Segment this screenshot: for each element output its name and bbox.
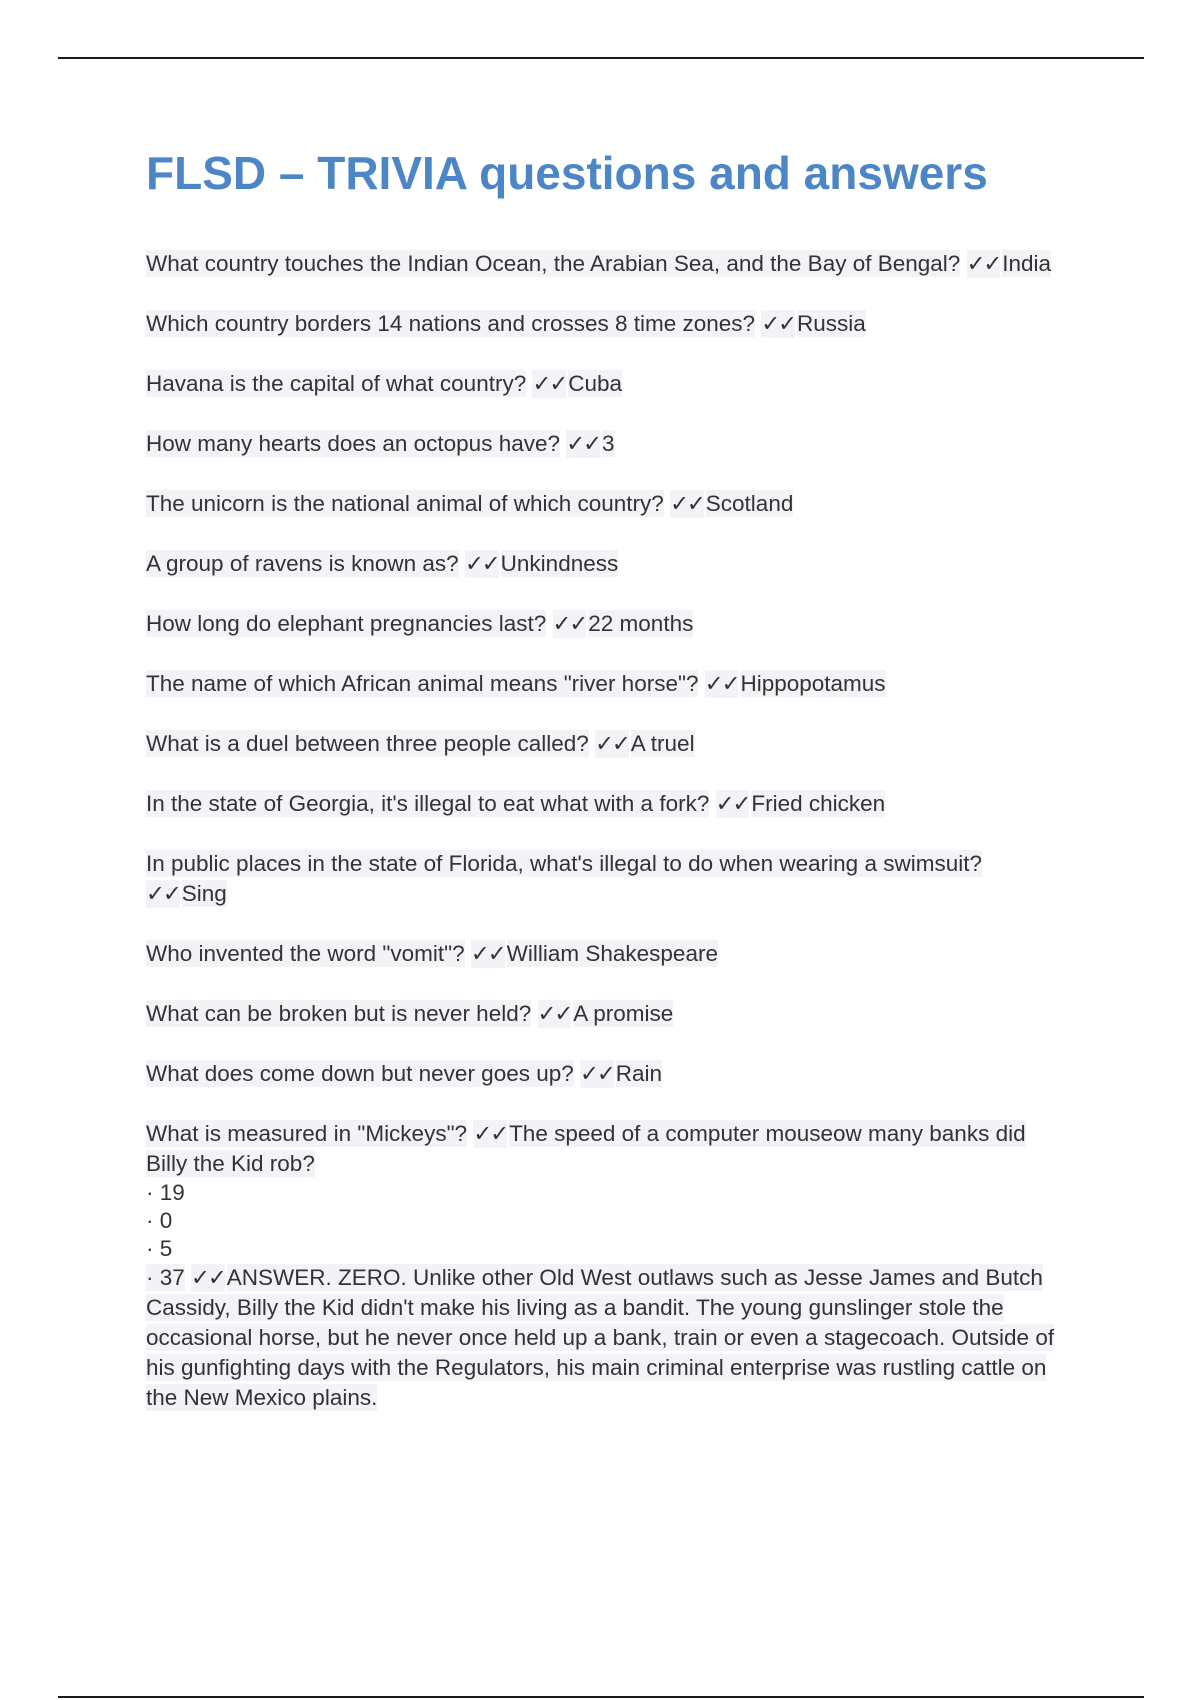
question-text: Havana is the capital of what country? [146,371,527,396]
qa-item [146,549,1066,579]
question-text: What can be broken but is never held? [146,1001,532,1026]
answer-text: Scotland [705,491,794,516]
double-check-icon: ✓✓ [580,1061,614,1087]
answer-text: 3 [601,431,615,456]
header-rule [58,57,1144,59]
qa-item [146,489,1066,519]
question-text: How many hearts does an octopus have? [146,431,560,456]
answer-text: Sing [181,881,227,906]
qa-list [146,249,1066,1089]
question-text: Which country borders 14 nations and crosses 8 time zones? [146,311,756,336]
answer-explanation: ANSWER. ZERO. Unlike other Old West outlaws such as Jesse James and Butch Cassidy, Billy the Kid didn't make his living as a bandit. The young gunslinger stole the occasional horse, but he never once held up a bank, train or even a stagecoach. Outside of his gunfighting days with the Regulators, his main criminal enterprise was rustling cattle on the New Mexico plains. [146,1265,1055,1410]
document-body [146,145,1066,1443]
answer-text: A promise [573,1001,674,1026]
question-text: In public places in the state of Florida, what's illegal to do when wearing a swimsuit? [146,851,982,876]
question-text: Who invented the word "vomit"? [146,941,465,966]
double-check-icon: ✓✓ [552,611,587,637]
answer-text: 22 months [588,611,694,636]
qa-item [146,999,1066,1029]
double-check-icon: ✓✓ [473,1121,508,1147]
answer-text: Rain [615,1061,663,1086]
question-text: What is measured in "Mickeys"? [146,1121,468,1146]
qa-item [146,729,1066,759]
question-text: In the state of Georgia, it's illegal to eat what with a fork? [146,791,710,816]
question-text: How long do elephant pregnancies last? [146,611,547,636]
double-check-icon: ✓✓ [595,731,629,757]
qa-item [146,609,1066,639]
double-check-icon: ✓✓ [464,551,499,577]
qa-item [146,249,1066,279]
answer-text: India [1002,251,1052,276]
question-text: The unicorn is the national animal of which country? [146,491,664,516]
answer-text: Fried chicken [751,791,886,816]
qa-item [146,429,1066,459]
question-text: What does come down but never goes up? [146,1061,574,1086]
question-text: What country touches the Indian Ocean, the Arabian Sea, and the Bay of Bengal? [146,251,961,276]
footer-rule [58,1696,1144,1698]
qa-item [146,789,1066,819]
qa-item [146,939,1066,969]
qa-item [146,669,1066,699]
qa-item [146,309,1066,339]
option-item: · 19 [146,1180,185,1205]
double-check-icon: ✓✓ [966,251,1001,277]
double-check-icon: ✓✓ [704,671,739,697]
page-title: FLSD – TRIVIA questions and answers [146,147,988,199]
qa-item [146,1059,1066,1089]
answer-text: The speed of a computer mouseow many banks did Billy the Kid rob? [146,1121,1026,1176]
double-check-icon: ✓✓ [761,311,796,337]
double-check-icon: ✓✓ [537,1001,572,1027]
qa-item [146,849,1066,909]
question-text: The name of which African animal means "river horse"? [146,671,699,696]
double-check-icon: ✓✓ [146,881,180,907]
answer-text: Russia [797,311,866,336]
qa-item-last [146,1119,1066,1413]
qa-item [146,369,1066,399]
double-check-icon: ✓✓ [566,431,600,457]
option-item: · 37 [146,1265,185,1290]
answer-text: William Shakespeare [506,941,718,966]
double-check-icon: ✓✓ [670,491,704,517]
question-text: A group of ravens is known as? [146,551,459,576]
double-check-icon: ✓✓ [191,1265,225,1291]
double-check-icon: ✓✓ [532,371,567,397]
option-item: · 0 [146,1208,173,1233]
question-text: What is a duel between three people called? [146,731,589,756]
option-item: · 5 [146,1236,173,1261]
answer-text: Cuba [568,371,622,396]
double-check-icon: ✓✓ [470,941,505,967]
answer-text: A truel [630,731,695,756]
double-check-icon: ✓✓ [715,791,750,817]
answer-text: Unkindness [500,551,619,576]
answer-text: Hippopotamus [740,671,886,696]
